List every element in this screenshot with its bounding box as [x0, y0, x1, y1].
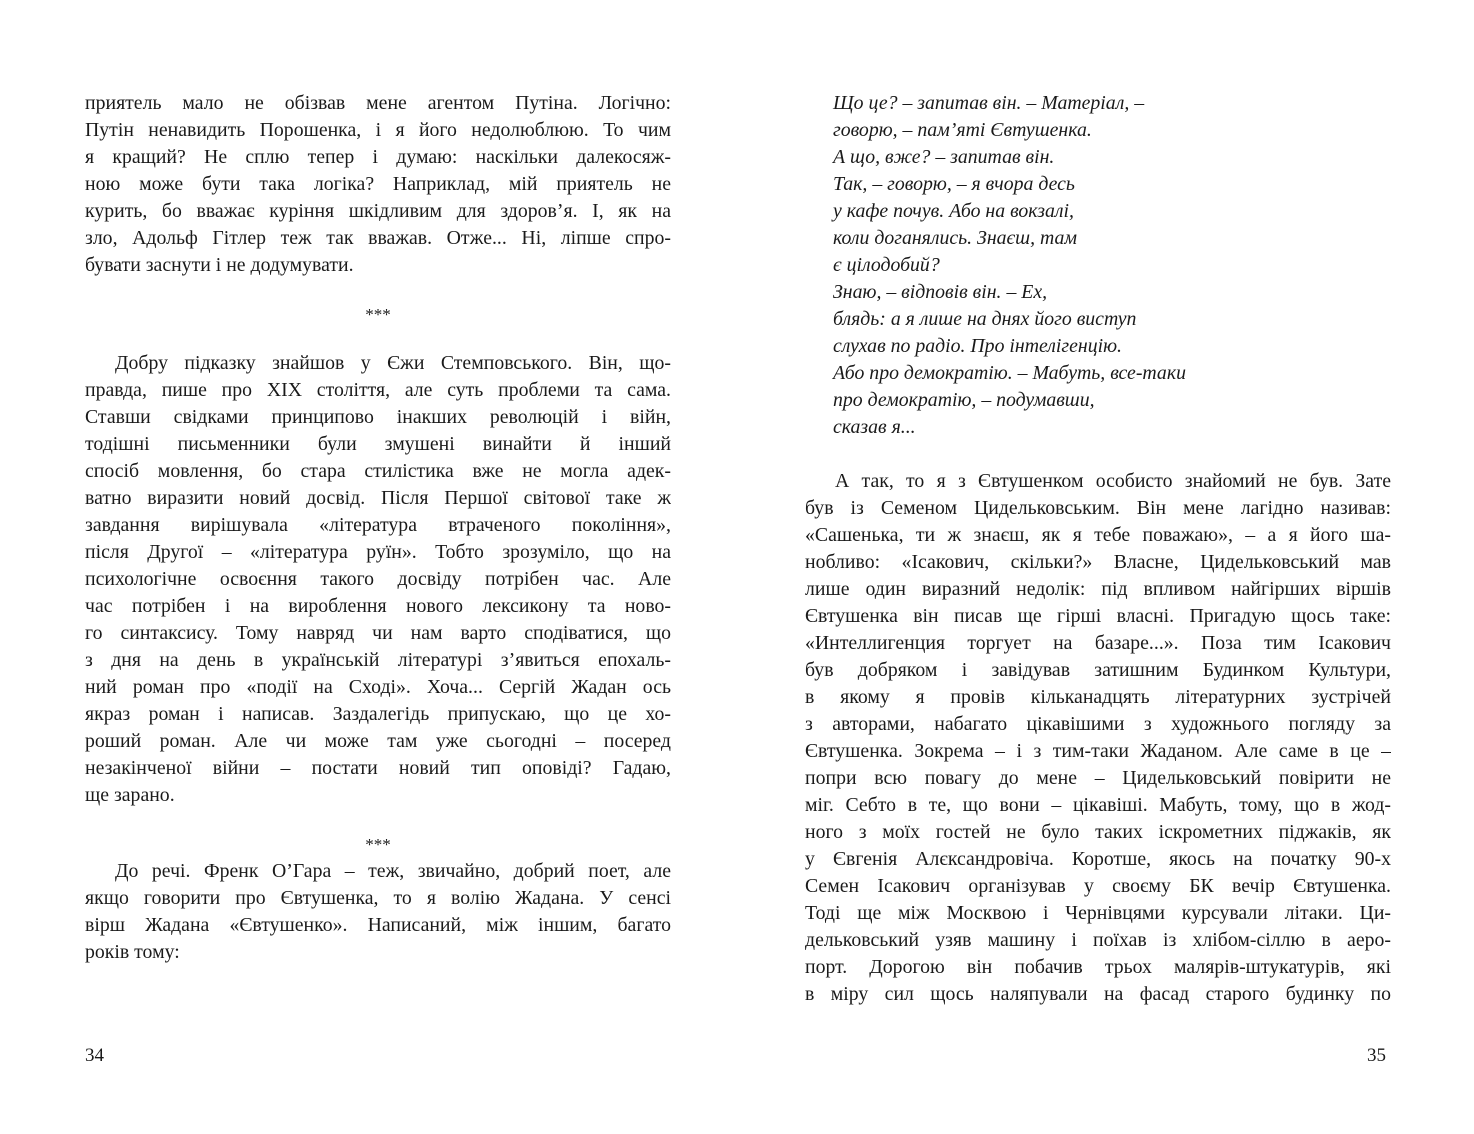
text-line: час потрібен і на вироблення нового лексикону та ново- — [85, 595, 671, 617]
poem-line: А що, вже? – запитав він. — [833, 146, 1055, 168]
poem-line: коли доганялись. Знаєш, там — [833, 227, 1078, 249]
text-line: Ставши свідками принципово інакших революцій і війн, — [85, 406, 671, 428]
text-line: був добряком і завідував затишним Будинком Культури, — [805, 659, 1391, 681]
poem-line: сказав я... — [833, 416, 916, 438]
text-line: після Другої – «література руїн». Тобто зрозуміло, що на — [85, 541, 671, 563]
text-line: го синтаксису. Тому навряд чи нам варто сподіватися, що — [85, 622, 671, 644]
text-line: якраз роман і написав. Заздалегідь припускаю, що це хо- — [85, 703, 671, 725]
text-line: ний роман про «події на Сході». Хоча... Сергій Жадан ось — [85, 676, 671, 698]
poem-line: є цілодобий? — [833, 254, 940, 276]
text-line: психологічне освоєння такого досвіду потрібен час. Але — [85, 568, 671, 590]
text-line: приятель мало не обізвав мене агентом Путіна. Логічно: — [85, 92, 671, 114]
text-line: роший роман. Але чи може там уже сьогодні – посеред — [85, 730, 671, 752]
text-line: «Сашенька, ти ж знаєш, як я тебе поважаю», – а я його ша- — [805, 524, 1391, 546]
text-line: До речі. Френк О’Гара – теж, звичайно, добрий поет, але — [115, 860, 671, 882]
text-line: я кращий? Не сплю тепер і думаю: наскільки далекосяж- — [85, 146, 671, 168]
left-paragraph-1 — [85, 90, 671, 279]
text-line: правда, пише про XIX століття, але суть проблеми та сама. — [85, 379, 671, 401]
poem-line: Що це? – запитав він. – Матеріал, – — [833, 92, 1145, 114]
text-line: років тому: — [85, 941, 180, 963]
text-line: міг. Себто в те, що вони – цікавіші. Мабуть, тому, що в жод- — [805, 794, 1391, 816]
left-paragraph-2 — [85, 350, 671, 809]
text-line: лише один виразний недолік: під впливом найгірших віршів — [805, 578, 1391, 600]
text-line: Семен Ісакович організував у своєму БК вечір Євтушенка. — [805, 875, 1391, 897]
left-paragraph-3 — [85, 858, 671, 966]
section-separator: *** — [365, 305, 391, 324]
text-line: Євтушенка. Зокрема – і з тим-таки Жаданом. Але саме в це – — [805, 740, 1391, 762]
page-number-right: 35 — [1367, 1045, 1386, 1066]
text-line: тодішні письменники були змушені винайти й інший — [85, 433, 671, 455]
text-line: «Интеллигенция торгует на базаре...». Поза тим Ісакович — [805, 632, 1391, 654]
text-line: ного з моїх гостей не було таких іскрометних піджаків, як — [805, 821, 1391, 843]
poem-line: Так, – говорю, – я вчора десь — [833, 173, 1075, 195]
text-line: ще зарано. — [85, 784, 175, 806]
text-line: Добру підказку знайшов у Єжи Стемповського. Він, що- — [115, 352, 671, 374]
text-line: в міру сил щось наляпували на фасад старого будинку по — [805, 983, 1391, 1005]
poem-line: блядь: а я лише на днях його виступ — [833, 308, 1137, 330]
poem-line: слухав по радіо. Про інтелігенцію. — [833, 335, 1123, 357]
left-page — [85, 90, 671, 966]
poem-line: у кафе почув. Або на вокзалі, — [833, 200, 1074, 222]
poem-line: Знаю, – відповів він. – Ех, — [833, 281, 1048, 303]
text-line: в якому я провів кільканадцять літературних зустрічей — [805, 686, 1391, 708]
text-line: ною може бути така логіка? Наприклад, мій приятель не — [85, 173, 671, 195]
text-line: А так, то я з Євтушенком особисто знайомий не був. Зате — [835, 470, 1391, 492]
text-line: Путін ненавидить Порошенка, і я його недолюблюю. То чим — [85, 119, 671, 141]
blank-line — [805, 441, 1391, 468]
text-line: Євтушенка він писав ще гірші власні. Пригадую щось таке: — [805, 605, 1391, 627]
text-line: незакінченої війни – постати новий тип оповіді? Гадаю, — [85, 757, 671, 779]
text-line: попри всю повагу до мене – Цидельковський повірити не — [805, 767, 1391, 789]
text-line: бувати заснути і не додумувати. — [85, 254, 354, 276]
right-page — [805, 90, 1391, 1008]
text-line: був із Семеном Цидельковським. Він мене лагідно називав: — [805, 497, 1391, 519]
poem-line: говорю, – пам’яті Євтушенка. — [833, 119, 1092, 141]
text-line: зло, Адольф Гітлер теж так вважав. Отже... Ні, ліпше спро- — [85, 227, 671, 249]
text-line: нобливо: «Ісакович, скільки?» Власне, Цидельковський мав — [805, 551, 1391, 573]
text-line: ватно виразити новий досвід. Після Першої світової таке ж — [85, 487, 671, 509]
text-line: з авторами, набагато цікавішими з художнього погляду за — [805, 713, 1391, 735]
text-line: Тоді ще між Москвою і Чернівцями курсували літаки. Ци- — [805, 902, 1391, 924]
text-line: дельковський узяв машину і поїхав із хлібом-сіллю в аеро- — [805, 929, 1391, 951]
text-line: порт. Дорогою він побачив трьох малярів-штукатурів, які — [805, 956, 1391, 978]
text-line: з дня на день в українській літературі з’явиться епохаль- — [85, 649, 671, 671]
section-separator: *** — [365, 835, 391, 854]
text-line: курить, бо вважає куріння шкідливим для здоров’я. І, як на — [85, 200, 671, 222]
text-line: якщо говорити про Євтушенка, то я волію Жадана. У сенсі — [85, 887, 671, 909]
text-line: у Євгенія Алєксандровіча. Коротше, якось на початку 90-х — [805, 848, 1391, 870]
text-line: спосіб мовлення, бо стара стилістика вже не могла адек- — [85, 460, 671, 482]
right-paragraph-1 — [805, 468, 1391, 1008]
poem-line: про демократію, – подумавши, — [833, 389, 1095, 411]
poem-line: Або про демократію. – Мабуть, все-таки — [833, 362, 1186, 384]
poem-quote — [805, 90, 1391, 441]
page-number-left: 34 — [85, 1045, 104, 1066]
text-line: завдання вирішувала «література втраченого покоління», — [85, 514, 671, 536]
text-line: вірш Жадана «Євтушенко». Написаний, між іншим, багато — [85, 914, 671, 936]
